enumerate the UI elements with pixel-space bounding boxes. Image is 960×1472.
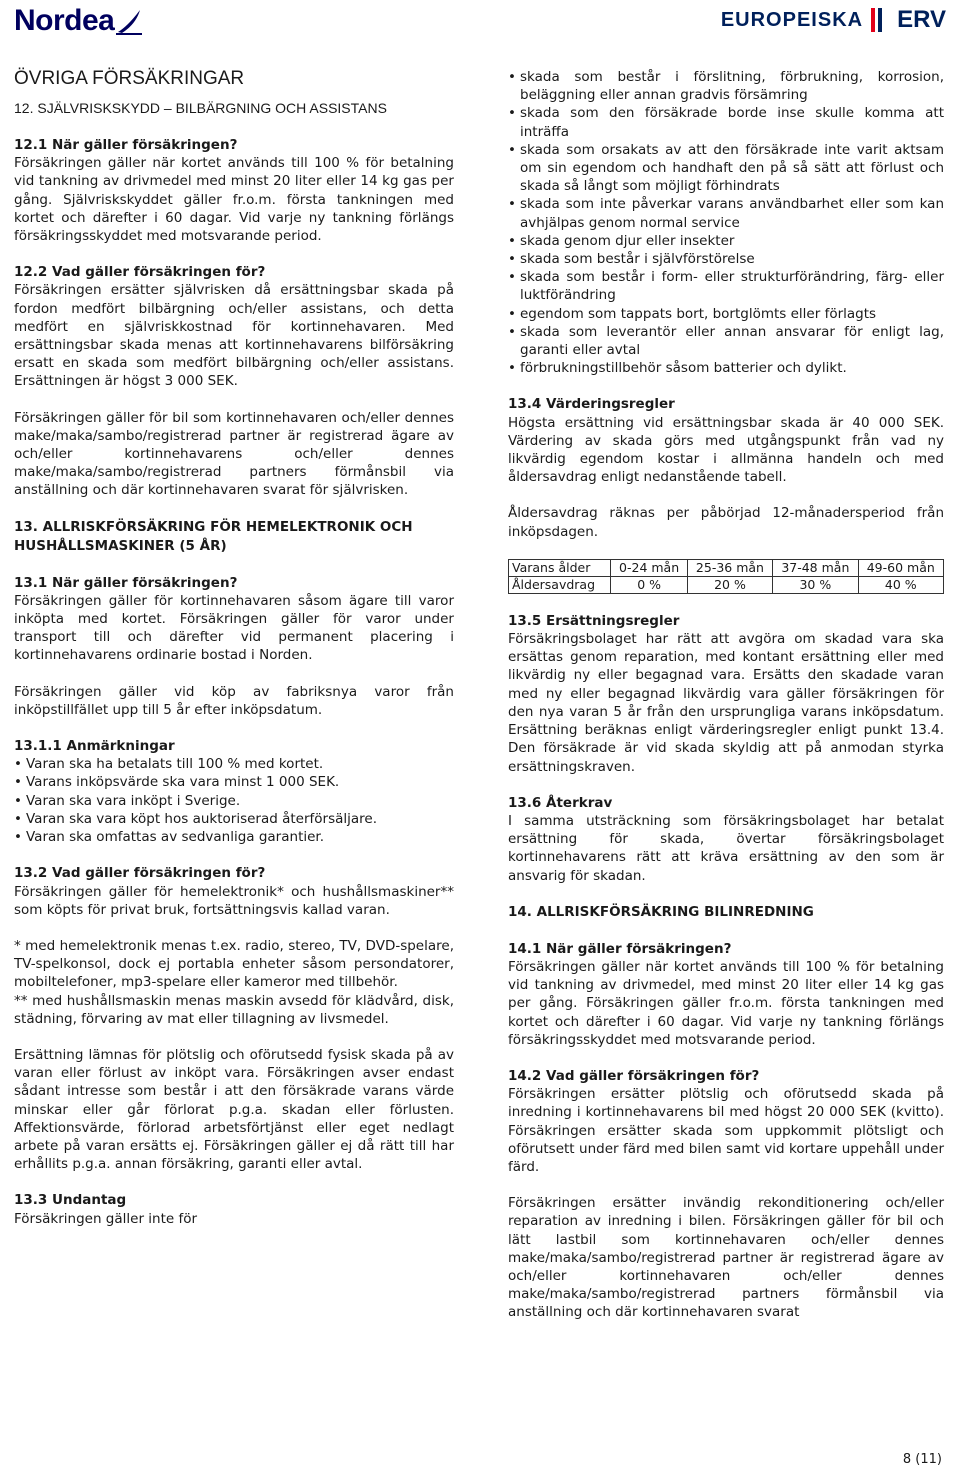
s12-1-text: Försäkringen gäller när kortet används till 100 % för betalning vid tankning av drivmedel med minst 20 liter eller 14 kg gas per gång. Självriskskyddet gäller fr.o.m. första tankningen med kortet och därefter i 60 dagar. Vid varje ny tankning förlängs försäkringsskyddet med motsvarande period. xyxy=(14,155,454,245)
list-item: • Varan ska vara inköpt i Sverige. xyxy=(14,792,454,810)
section-12-title: 12. SJÄLVRISKSKYDD – BILBÄRGNING OCH ASSISTANS xyxy=(14,100,387,116)
list-item: • Varan ska ha betalats till 100 % med kortet. xyxy=(14,755,454,773)
erv-logo-mark: ERV xyxy=(897,6,946,33)
table-row xyxy=(509,559,944,576)
table-cell: 20 % xyxy=(687,576,772,593)
section-13-title: 13. ALLRISKFÖRSÄKRING FÖR HEMELEKTRONIK OCH HUSHÅLLSMASKINER (5 ÅR) xyxy=(14,518,413,554)
erv-logo xyxy=(721,6,946,34)
page-number: 8 (11) xyxy=(902,1452,942,1467)
section-14-title: 14. ALLRISKFÖRSÄKRING BILINREDNING xyxy=(508,903,814,920)
s13-6-title: 13.6 Återkrav xyxy=(508,794,613,811)
list-item: • skada genom djur eller insekter xyxy=(508,232,944,250)
s12-2-text2: Försäkringen gäller för bil som kortinnehavaren och/eller dennes make/maka/sambo/registrerad partner är registrerad ägare av och/eller kortinnehavarens och/eller dennes make/maka/sambo/registrerad partners förmånsbil via anställning och där kortinnehavaren svarat för självrisken. xyxy=(14,409,454,499)
table-cell: 25-36 mån xyxy=(687,559,772,576)
s13-2-text1: Försäkringen gäller för hemelektronik* och hushållsmaskiner** som köpts för privat bruk, fortsättningsvis kallad varan. xyxy=(14,883,454,918)
s13-4-text1: Högsta ersättning vid ersättningsbar skada är 40 000 SEK. Värdering av skada görs med utgångspunkt från vad ny likvärdig egendom kostar i allmänna handeln och med åldersavdrag enligt nedanstående tabell. xyxy=(508,414,944,486)
table-cell: 49-60 mån xyxy=(858,559,943,576)
list-item: • skada som leverantör eller annan ansvarar för enligt lag, garanti eller avtal xyxy=(508,323,944,359)
list-item: • egendom som tappats bort, bortglömts eller förlagts xyxy=(508,305,944,323)
s12-1-title: 12.1 När gäller försäkringen? xyxy=(14,137,238,153)
main-title: ÖVRIGA FÖRSÄKRINGAR xyxy=(14,68,245,89)
table-cell: 0-24 mån xyxy=(611,559,687,576)
list-item: • Varan ska omfattas av sedvanliga garantier. xyxy=(14,828,454,846)
s13-4-text2: Åldersavdrag räknas per påbörjad 12-månadersperiod från inköpsdagen. xyxy=(508,505,944,540)
table-cell: 40 % xyxy=(858,576,943,593)
s13-1-text2: Försäkringen gäller vid köp av fabriksnya varor från inköpstillfället upp till 5 år efter inköpsdatum. xyxy=(14,683,454,718)
s13-1-text1: Försäkringen gäller för kortinnehavaren såsom ägare till varor inköpta med kortet. Försäkringen gäller för varor under transport till och därefter vid permanent placering i kortinnehavarens ordinarie bostad i Norden. xyxy=(14,592,454,664)
left-column xyxy=(14,68,454,1228)
s12-2-text1: Försäkringen ersätter självrisken då ersättningsbar skada på fordon medfört bilbärgning och/eller assistans, och detta medfört en självriskkostnad för kortinnehavaren. Med ersättningsbar skada menas att kortinnehavarens bilförsäkring ersatt en skada som medfört bilbärgning och/eller assistans. Ersättningen är högst 3 000 SEK. xyxy=(14,282,454,390)
table-cell: 37-48 mån xyxy=(773,559,858,576)
table-cell: Åldersavdrag xyxy=(509,576,611,593)
s13-3-text: Försäkringen gäller inte för xyxy=(14,1210,198,1227)
s12-2-title: 12.2 Vad gäller försäkringen för? xyxy=(14,264,266,281)
list-item: • Varan ska vara köpt hos auktoriserad återförsäljare. xyxy=(14,810,454,828)
s13-1-title: 13.1 När gäller försäkringen? xyxy=(14,574,238,591)
table-cell: Varans ålder xyxy=(509,559,611,576)
exclusions-list xyxy=(508,68,944,377)
s14-1-text: Försäkringen gäller när kortet används till 100 % för betalning vid tankning av drivmedel, med minst 20 liter eller 14 kg gas per gång. Försäkringen gäller fr.o.m. första tankningen med kortet och därefter i 60 dagar. Vid varje ny tankning förlängs försäkringsskyddet med motsvarande period. xyxy=(508,958,944,1048)
s13-2-note2: ** med hushållsmaskin menas maskin avsedd för klädvård, disk, städning, förvaring av mat eller tillagning av livsmedel. xyxy=(14,992,454,1027)
s13-2-text2: Ersättning lämnas för plötslig och oförutsedd fysisk skada på av varan eller förlust av inköpt vara. Försäkringen avser endast sådant intresse som består i att den försäkrade varans värde minskar eller går förlorat p.g.a. skadan eller förlusten. Affektionsvärde, förlorad arbetsförtjänst eller eget nedlagt arbete på varan ersätts ej. Försäkringen gäller ej då rätt till har erhållits p.g.a. annan försäkring, garanti eller avtal. xyxy=(14,1046,454,1173)
table-cell: 0 % xyxy=(611,576,687,593)
list-item: • Varans inköpsvärde ska vara minst 1 000 SEK. xyxy=(14,773,454,791)
list-item: • förbrukningstillbehör såsom batterier och dylikt. xyxy=(508,359,944,377)
s13-1-1-list xyxy=(14,755,454,846)
s13-3-title: 13.3 Undantag xyxy=(14,1192,127,1209)
s13-6-text: I samma utsträckning som försäkringsbolaget har betalat ersättning för skada, övertar försäkringsbolaget kortinnehavarens rätt att kräva ersättning av den som är ansvarig för skadan. xyxy=(508,812,944,884)
list-item: • skada som den försäkrade borde inse skulle komma att inträffa xyxy=(508,104,944,140)
s13-5-text: Försäkringsbolaget har rätt att avgöra om skadad vara ska ersättas genom reparation, med kontant ersättning eller med likvärdig ny eller begagnad vara. Ersätts den skadade varan med ny eller begagnad likvärdig vara gäller försäkringen för den nya varan 5 år från den ursprungliga varans inköpsdatum. Ersättning beräknas enligt värderingsregler enligt punkt 13.4. Den försäkrade är vid skada skyldig att på anmodan styrka ersättningskraven. xyxy=(508,631,944,775)
s14-2-title: 14.2 Vad gäller försäkringen för? xyxy=(508,1067,760,1084)
s13-2-title: 13.2 Vad gäller försäkringen för? xyxy=(14,865,266,882)
list-item: • skada som består i form- eller strukturförändring, färg- eller luktförändring xyxy=(508,268,944,304)
s14-2-text2: Försäkringen ersätter invändig rekonditionering och/eller reparation av inredning i bilen. Försäkringen gäller för bil och lätt lastbil som kortinnehavaren och/eller dennes make/maka/sambo/registrerad partner är registrerad ägare av och/eller kortinnehavaren och/eller dennes make/maka/sambo/registrerad partners förmånsbil via anställning och där kortinnehavaren svarat xyxy=(508,1195,944,1321)
age-deduction-table xyxy=(508,559,944,594)
table-row xyxy=(509,576,944,593)
table-cell: 30 % xyxy=(773,576,858,593)
list-item: • skada som består i självförstörelse xyxy=(508,250,944,268)
s13-4-title: 13.4 Värderingsregler xyxy=(508,396,675,413)
s13-1-1-title: 13.1.1 Anmärkningar xyxy=(14,738,175,755)
erv-logo-text: EUROPEISKA xyxy=(720,8,864,31)
s14-2-text1: Försäkringen ersätter plötslig och oförutsedd skada på inredning i kortinnehavarens bil med högst 20 000 SEK (kvitto). Försäkringen ersätter skada som uppkommit plötsligt och oförutsett under färd med bilen samt vid kortare uppehåll under färd. xyxy=(508,1086,944,1175)
s13-2-note1: * med hemelektronik menas t.ex. radio, stereo, TV, DVD-spelare, TV-spelkonsol, dock ej portabla enheter såsom persondatorer, mobiltelefoner, mp3-spelare eller kameror med tillbehör. xyxy=(14,937,454,991)
list-item: • skada som består i förslitning, förbrukning, korrosion, beläggning eller annan gradvis försämring xyxy=(508,68,944,104)
s13-5-title: 13.5 Ersättningsregler xyxy=(508,612,680,629)
list-item: • skada som orsakats av att den försäkrade inte varit aktsam om sin egendom och handhaft den på så sätt att förlust och skada så långt som möjligt förhindrats xyxy=(508,141,944,196)
right-column xyxy=(508,68,944,1322)
nordea-logo xyxy=(14,4,144,38)
s14-1-title: 14.1 När gäller försäkringen? xyxy=(508,940,732,957)
nordea-logo-text: Nordea xyxy=(14,4,115,37)
erv-mark-icon xyxy=(871,6,889,34)
nordea-sail-icon xyxy=(114,6,144,36)
list-item: • skada som inte påverkar varans användbarhet eller som kan avhjälpas genom normal service xyxy=(508,195,944,231)
